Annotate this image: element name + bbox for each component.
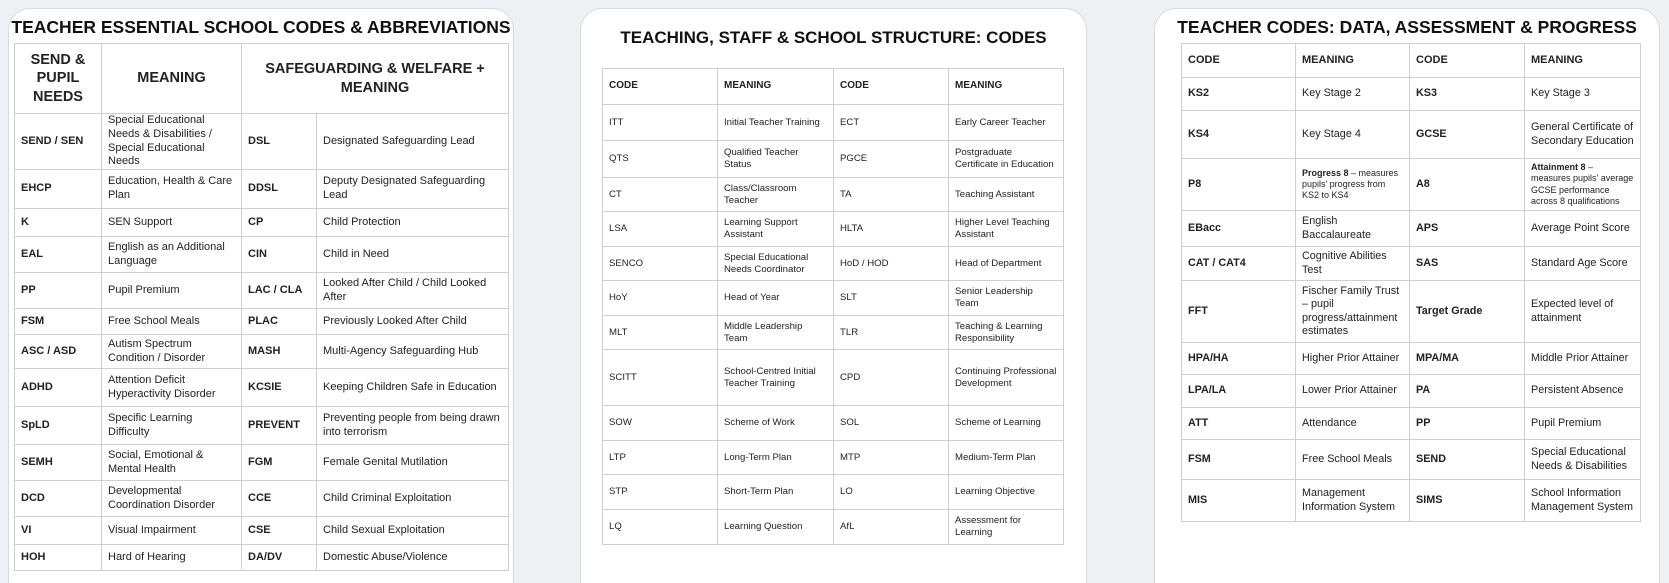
table-cell: CIN bbox=[242, 237, 317, 273]
table-cell: CCE bbox=[242, 481, 317, 517]
table-cell: DSL bbox=[242, 114, 317, 170]
table-cell: KCSIE bbox=[242, 369, 317, 407]
table-cell: LTP bbox=[603, 441, 718, 475]
table-cell: Child Criminal Exploitation bbox=[317, 481, 509, 517]
table-header-row bbox=[603, 69, 1064, 105]
table-cell: FSM bbox=[1182, 440, 1296, 480]
term-bold: Progress 8 bbox=[1302, 167, 1349, 178]
table-header-row bbox=[1182, 44, 1641, 78]
table-cell: FFT bbox=[1182, 281, 1296, 343]
table-cell: Continuing Professional Development bbox=[949, 350, 1064, 406]
column-header: MEANING bbox=[1525, 44, 1641, 78]
table-row bbox=[15, 273, 509, 309]
table-cell: EBacc bbox=[1182, 211, 1296, 247]
table-cell: Teaching Assistant bbox=[949, 178, 1064, 212]
table-cell: VI bbox=[15, 517, 102, 545]
table-cell: A8 bbox=[1410, 159, 1525, 211]
table-cell: DCD bbox=[15, 481, 102, 517]
table-cell: CT bbox=[603, 178, 718, 212]
table-cell: MASH bbox=[242, 335, 317, 369]
table-cell: Attention Deficit Hyperactivity Disorder bbox=[102, 369, 242, 407]
table-cell: Hard of Hearing bbox=[102, 545, 242, 571]
card-title: TEACHER CODES: DATA, ASSESSMENT & PROGRESS bbox=[1177, 17, 1637, 37]
table-cell: Qualified Teacher Status bbox=[718, 141, 834, 178]
table-row bbox=[15, 369, 509, 407]
table-cell: English Baccalaureate bbox=[1296, 211, 1410, 247]
table-cell: LQ bbox=[603, 510, 718, 545]
table-cell: Early Career Teacher bbox=[949, 105, 1064, 141]
column-header: SEND & PUPIL NEEDS bbox=[15, 44, 102, 114]
table-cell: PLAC bbox=[242, 309, 317, 335]
table-row bbox=[15, 407, 509, 445]
table-row bbox=[1182, 281, 1641, 343]
table-cell: HoD / HOD bbox=[834, 247, 949, 281]
column-header: CODE bbox=[1410, 44, 1525, 78]
table-cell: Persistent Absence bbox=[1525, 375, 1641, 408]
table-row bbox=[15, 517, 509, 545]
table-cell: DDSL bbox=[242, 170, 317, 209]
table-cell: Head of Year bbox=[718, 281, 834, 316]
table-cell: Pupil Premium bbox=[1525, 408, 1641, 440]
table-row bbox=[603, 212, 1064, 247]
table-cell: Long-Term Plan bbox=[718, 441, 834, 475]
table-cell: GCSE bbox=[1410, 111, 1525, 159]
table-cell: CSE bbox=[242, 517, 317, 545]
table-cell: KS2 bbox=[1182, 78, 1296, 111]
table-row bbox=[1182, 343, 1641, 375]
table-cell: Pupil Premium bbox=[102, 273, 242, 309]
table-cell: EHCP bbox=[15, 170, 102, 209]
table-cell: Middle Leadership Team bbox=[718, 316, 834, 350]
table-row bbox=[603, 441, 1064, 475]
table-cell: Management Information System bbox=[1296, 480, 1410, 522]
table-cell: Average Point Score bbox=[1525, 211, 1641, 247]
table-cell: ADHD bbox=[15, 369, 102, 407]
staff-structure-table bbox=[602, 68, 1064, 545]
table-cell: CP bbox=[242, 209, 317, 237]
data-assessment-card bbox=[1154, 8, 1660, 583]
table-row bbox=[1182, 375, 1641, 408]
card-title: TEACHING, STAFF & SCHOOL STRUCTURE: CODES bbox=[620, 28, 1047, 47]
table-cell: DA/DV bbox=[242, 545, 317, 571]
table-cell: Autism Spectrum Condition / Disorder bbox=[102, 335, 242, 369]
table-cell: Key Stage 2 bbox=[1296, 78, 1410, 111]
table-cell: P8 bbox=[1182, 159, 1296, 211]
table-cell: SEND / SEN bbox=[15, 114, 102, 170]
table-cell: Special Educational Needs & Disabilities bbox=[1525, 440, 1641, 480]
table-cell: Learning Support Assistant bbox=[718, 212, 834, 247]
table-cell: Expected level of attainment bbox=[1525, 281, 1641, 343]
table-cell: Female Genital Mutilation bbox=[317, 445, 509, 481]
table-row bbox=[1182, 440, 1641, 480]
table-cell: HLTA bbox=[834, 212, 949, 247]
table-row bbox=[15, 209, 509, 237]
table-cell bbox=[1525, 159, 1641, 211]
table-row bbox=[1182, 159, 1641, 211]
table-cell: Learning Question bbox=[718, 510, 834, 545]
table-cell: Attendance bbox=[1296, 408, 1410, 440]
table-cell: Head of Department bbox=[949, 247, 1064, 281]
column-header: CODE bbox=[834, 69, 949, 105]
data-assessment-table bbox=[1181, 43, 1641, 522]
table-cell: AfL bbox=[834, 510, 949, 545]
table-row bbox=[603, 475, 1064, 510]
table-cell: EAL bbox=[15, 237, 102, 273]
table-cell: SOW bbox=[603, 406, 718, 441]
table-cell: HOH bbox=[15, 545, 102, 571]
table-cell: Fischer Family Trust – pupil progress/attainment estimates bbox=[1296, 281, 1410, 343]
table-cell: MTP bbox=[834, 441, 949, 475]
table-row bbox=[15, 114, 509, 170]
table-cell: School Information Management System bbox=[1525, 480, 1641, 522]
column-header: CODE bbox=[603, 69, 718, 105]
card-title: TEACHER ESSENTIAL SCHOOL CODES & ABBREVIATIONS bbox=[11, 17, 511, 37]
table-cell: SLT bbox=[834, 281, 949, 316]
table-cell: Child Sexual Exploitation bbox=[317, 517, 509, 545]
table-cell: FSM bbox=[15, 309, 102, 335]
table-cell: Cognitive Abilities Test bbox=[1296, 247, 1410, 281]
table-cell: PP bbox=[1410, 408, 1525, 440]
table-cell: Middle Prior Attainer bbox=[1525, 343, 1641, 375]
table-cell: Social, Emotional & Mental Health bbox=[102, 445, 242, 481]
table-cell: FGM bbox=[242, 445, 317, 481]
table-cell: Assessment for Learning bbox=[949, 510, 1064, 545]
table-cell: Looked After Child / Child Looked After bbox=[317, 273, 509, 309]
table-cell: MPA/MA bbox=[1410, 343, 1525, 375]
table-cell: Key Stage 4 bbox=[1296, 111, 1410, 159]
table-cell: ASC / ASD bbox=[15, 335, 102, 369]
table-row bbox=[603, 141, 1064, 178]
table-cell: Postgraduate Certificate in Education bbox=[949, 141, 1064, 178]
table-cell: Previously Looked After Child bbox=[317, 309, 509, 335]
table-cell: Standard Age Score bbox=[1525, 247, 1641, 281]
column-header: CODE bbox=[1182, 44, 1296, 78]
table-cell: Special Educational Needs & Disabilities / Special Educational Needs bbox=[102, 114, 242, 170]
column-header: MEANING bbox=[949, 69, 1064, 105]
table-cell: Education, Health & Care Plan bbox=[102, 170, 242, 209]
table-row bbox=[1182, 211, 1641, 247]
table-cell: English as an Additional Language bbox=[102, 237, 242, 273]
table-row bbox=[603, 105, 1064, 141]
table-cell: MLT bbox=[603, 316, 718, 350]
send-safeguarding-table bbox=[14, 43, 509, 571]
table-cell: HPA/HA bbox=[1182, 343, 1296, 375]
table-row bbox=[1182, 78, 1641, 111]
table-cell: Medium-Term Plan bbox=[949, 441, 1064, 475]
staff-structure-card bbox=[580, 8, 1087, 583]
table-cell: PP bbox=[15, 273, 102, 309]
table-cell: Preventing people from being drawn into terrorism bbox=[317, 407, 509, 445]
table-cell: CPD bbox=[834, 350, 949, 406]
table-cell: Domestic Abuse/Violence bbox=[317, 545, 509, 571]
table-cell: K bbox=[15, 209, 102, 237]
table-row bbox=[603, 281, 1064, 316]
table-cell: Scheme of Learning bbox=[949, 406, 1064, 441]
table-cell: SOL bbox=[834, 406, 949, 441]
table-row bbox=[15, 545, 509, 571]
table-cell: Higher Prior Attainer bbox=[1296, 343, 1410, 375]
table-row bbox=[603, 247, 1064, 281]
table-cell: Free School Meals bbox=[102, 309, 242, 335]
table-cell: TLR bbox=[834, 316, 949, 350]
table-cell: Scheme of Work bbox=[718, 406, 834, 441]
table-row bbox=[603, 406, 1064, 441]
column-header: SAFEGUARDING & WELFARE + MEANING bbox=[242, 44, 509, 114]
table-cell: Lower Prior Attainer bbox=[1296, 375, 1410, 408]
table-cell: HoY bbox=[603, 281, 718, 316]
table-cell: Key Stage 3 bbox=[1525, 78, 1641, 111]
table-row bbox=[15, 445, 509, 481]
table-row bbox=[1182, 247, 1641, 281]
table-cell: Special Educational Needs Coordinator bbox=[718, 247, 834, 281]
table-cell: Keeping Children Safe in Education bbox=[317, 369, 509, 407]
send-safeguarding-card bbox=[8, 8, 514, 583]
table-cell: General Certificate of Secondary Education bbox=[1525, 111, 1641, 159]
table-cell: Multi-Agency Safeguarding Hub bbox=[317, 335, 509, 369]
table-cell: Visual Impairment bbox=[102, 517, 242, 545]
table-row bbox=[603, 316, 1064, 350]
table-row bbox=[1182, 111, 1641, 159]
table-cell bbox=[1296, 159, 1410, 211]
table-cell: Teaching & Learning Responsibility bbox=[949, 316, 1064, 350]
table-cell: ECT bbox=[834, 105, 949, 141]
term-description: – measures pupils’ average GCSE performance across 8 qualifications bbox=[1531, 162, 1634, 206]
table-cell: Class/Classroom Teacher bbox=[718, 178, 834, 212]
table-row bbox=[15, 309, 509, 335]
table-cell: Higher Level Teaching Assistant bbox=[949, 212, 1064, 247]
table-cell: Target Grade bbox=[1410, 281, 1525, 343]
table-cell: Developmental Coordination Disorder bbox=[102, 481, 242, 517]
table-cell: APS bbox=[1410, 211, 1525, 247]
column-header: MEANING bbox=[102, 44, 242, 114]
table-row bbox=[603, 510, 1064, 545]
column-header: MEANING bbox=[1296, 44, 1410, 78]
table-cell: Child in Need bbox=[317, 237, 509, 273]
table-cell: PA bbox=[1410, 375, 1525, 408]
table-row bbox=[15, 170, 509, 209]
table-cell: Deputy Designated Safeguarding Lead bbox=[317, 170, 509, 209]
table-cell: Child Protection bbox=[317, 209, 509, 237]
table-cell: Initial Teacher Training bbox=[718, 105, 834, 141]
table-cell: LPA/LA bbox=[1182, 375, 1296, 408]
table-row bbox=[1182, 408, 1641, 440]
table-cell: PREVENT bbox=[242, 407, 317, 445]
table-cell: PGCE bbox=[834, 141, 949, 178]
table-cell: ATT bbox=[1182, 408, 1296, 440]
table-cell: Senior Leadership Team bbox=[949, 281, 1064, 316]
table-row bbox=[15, 335, 509, 369]
table-cell: SAS bbox=[1410, 247, 1525, 281]
table-cell: Free School Meals bbox=[1296, 440, 1410, 480]
table-cell: SENCO bbox=[603, 247, 718, 281]
table-cell: Learning Objective bbox=[949, 475, 1064, 510]
table-cell: TA bbox=[834, 178, 949, 212]
column-header: MEANING bbox=[718, 69, 834, 105]
term-description: – measures pupils’ progress from KS2 to KS4 bbox=[1302, 167, 1399, 201]
table-cell: Designated Safeguarding Lead bbox=[317, 114, 509, 170]
table-cell: ITT bbox=[603, 105, 718, 141]
table-cell: STP bbox=[603, 475, 718, 510]
table-cell: QTS bbox=[603, 141, 718, 178]
table-cell: LO bbox=[834, 475, 949, 510]
table-cell: School-Centred Initial Teacher Training bbox=[718, 350, 834, 406]
table-cell: KS3 bbox=[1410, 78, 1525, 111]
table-cell: SIMS bbox=[1410, 480, 1525, 522]
term-bold: Attainment 8 bbox=[1531, 162, 1586, 172]
table-cell: KS4 bbox=[1182, 111, 1296, 159]
table-header-row bbox=[15, 44, 509, 114]
table-row bbox=[15, 237, 509, 273]
table-cell: LAC / CLA bbox=[242, 273, 317, 309]
table-cell: SCITT bbox=[603, 350, 718, 406]
table-cell: Short-Term Plan bbox=[718, 475, 834, 510]
table-row bbox=[603, 178, 1064, 212]
table-cell: LSA bbox=[603, 212, 718, 247]
table-cell: MIS bbox=[1182, 480, 1296, 522]
table-cell: CAT / CAT4 bbox=[1182, 247, 1296, 281]
table-cell: SEN Support bbox=[102, 209, 242, 237]
table-cell: Specific Learning Difficulty bbox=[102, 407, 242, 445]
table-row bbox=[603, 350, 1064, 406]
table-cell: SEMH bbox=[15, 445, 102, 481]
table-row bbox=[1182, 480, 1641, 522]
table-cell: SEND bbox=[1410, 440, 1525, 480]
table-cell: SpLD bbox=[15, 407, 102, 445]
table-row bbox=[15, 481, 509, 517]
